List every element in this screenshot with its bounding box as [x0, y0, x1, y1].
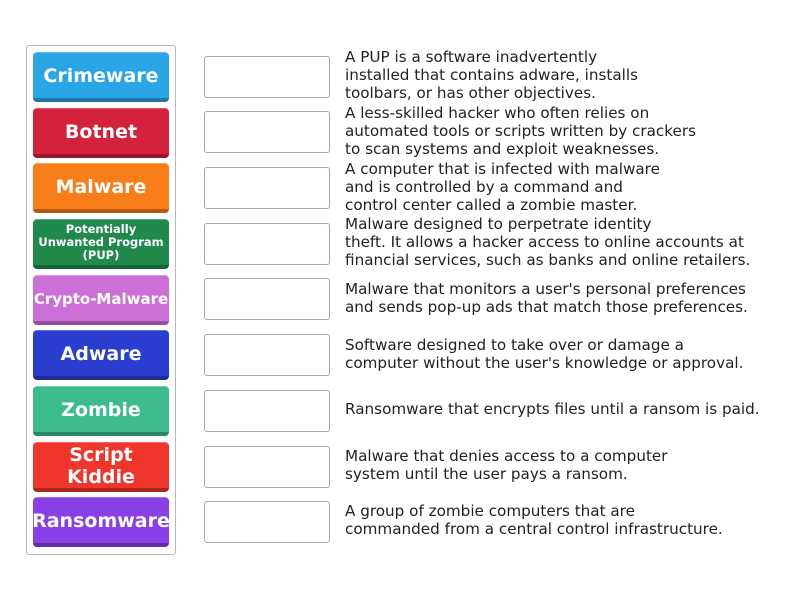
tile-script-kiddie[interactable]: Script Kiddie — [33, 442, 169, 492]
definition-text — [345, 159, 785, 215]
definition-line: A PUP is a software inadvertently — [345, 47, 598, 66]
definition-line: to scan systems and exploit weaknesses. — [345, 140, 660, 159]
tile-ransomware[interactable]: Ransomware — [33, 497, 169, 547]
definition-line: commanded from a central control infrastructure. — [345, 520, 723, 538]
answer-tile-bank — [26, 45, 176, 555]
definition-line: Malware that monitors a user's personal preferences — [345, 279, 746, 298]
definition-line: and sends pop-up ads that match those preferences. — [345, 298, 748, 316]
definition-line: computer without the user's knowledge or approval. — [345, 354, 744, 372]
definition-line: Malware that denies access to a computer — [345, 446, 668, 465]
definition-text — [345, 437, 785, 493]
definition-text — [345, 270, 785, 326]
definition-text — [345, 47, 785, 103]
drop-slot[interactable] — [204, 446, 330, 488]
definition-line: A computer that is infected with malware — [345, 159, 660, 178]
definition-line: installed that contains adware, installs — [345, 65, 639, 84]
definition-line: A group of zombie computers that are — [345, 501, 635, 520]
definition-line: Malware designed to perpetrate identity — [345, 214, 652, 233]
tile-crimeware[interactable]: Crimeware — [33, 52, 169, 102]
definition-line: and is controlled by a command and — [345, 177, 623, 196]
definition-line: A less-skilled hacker who often relies on — [345, 103, 650, 122]
drop-slot[interactable] — [204, 334, 330, 376]
tile-adware[interactable]: Adware — [33, 330, 169, 380]
drop-slot[interactable] — [204, 167, 330, 209]
tile-zombie[interactable]: Zombie — [33, 386, 169, 436]
drop-slot[interactable] — [204, 223, 330, 265]
drop-slot[interactable] — [204, 56, 330, 98]
definition-text — [345, 381, 785, 437]
definition-line: financial services, such as banks and online retailers. — [345, 251, 751, 270]
definition-line: control center called a zombie master. — [345, 196, 638, 215]
drop-slot[interactable] — [204, 390, 330, 432]
definition-line: theft. It allows a hacker access to online accounts at — [345, 232, 744, 251]
tile-botnet[interactable]: Botnet — [33, 108, 169, 158]
definition-line: toolbars, or has other objectives. — [345, 84, 596, 103]
drop-slot[interactable] — [204, 278, 330, 320]
tile-crypto-malware[interactable]: Crypto-Malware — [33, 275, 169, 325]
definition-line: system until the user pays a ransom. — [345, 465, 628, 483]
drop-slot[interactable] — [204, 111, 330, 153]
definition-text — [345, 326, 785, 382]
tile-potentially-unwanted-program[interactable]: Potentially Unwanted Program (PUP) — [33, 219, 169, 269]
definition-text — [345, 492, 785, 548]
drop-slot[interactable] — [204, 501, 330, 543]
definition-text — [345, 103, 785, 159]
definition-line: automated tools or scripts written by crackers — [345, 121, 697, 140]
definition-line: Ransomware that encrypts files until a ransom is paid. — [345, 399, 760, 418]
tile-malware[interactable]: Malware — [33, 163, 169, 213]
definition-line: Software designed to take over or damage a — [345, 335, 684, 354]
definition-text — [345, 214, 785, 270]
